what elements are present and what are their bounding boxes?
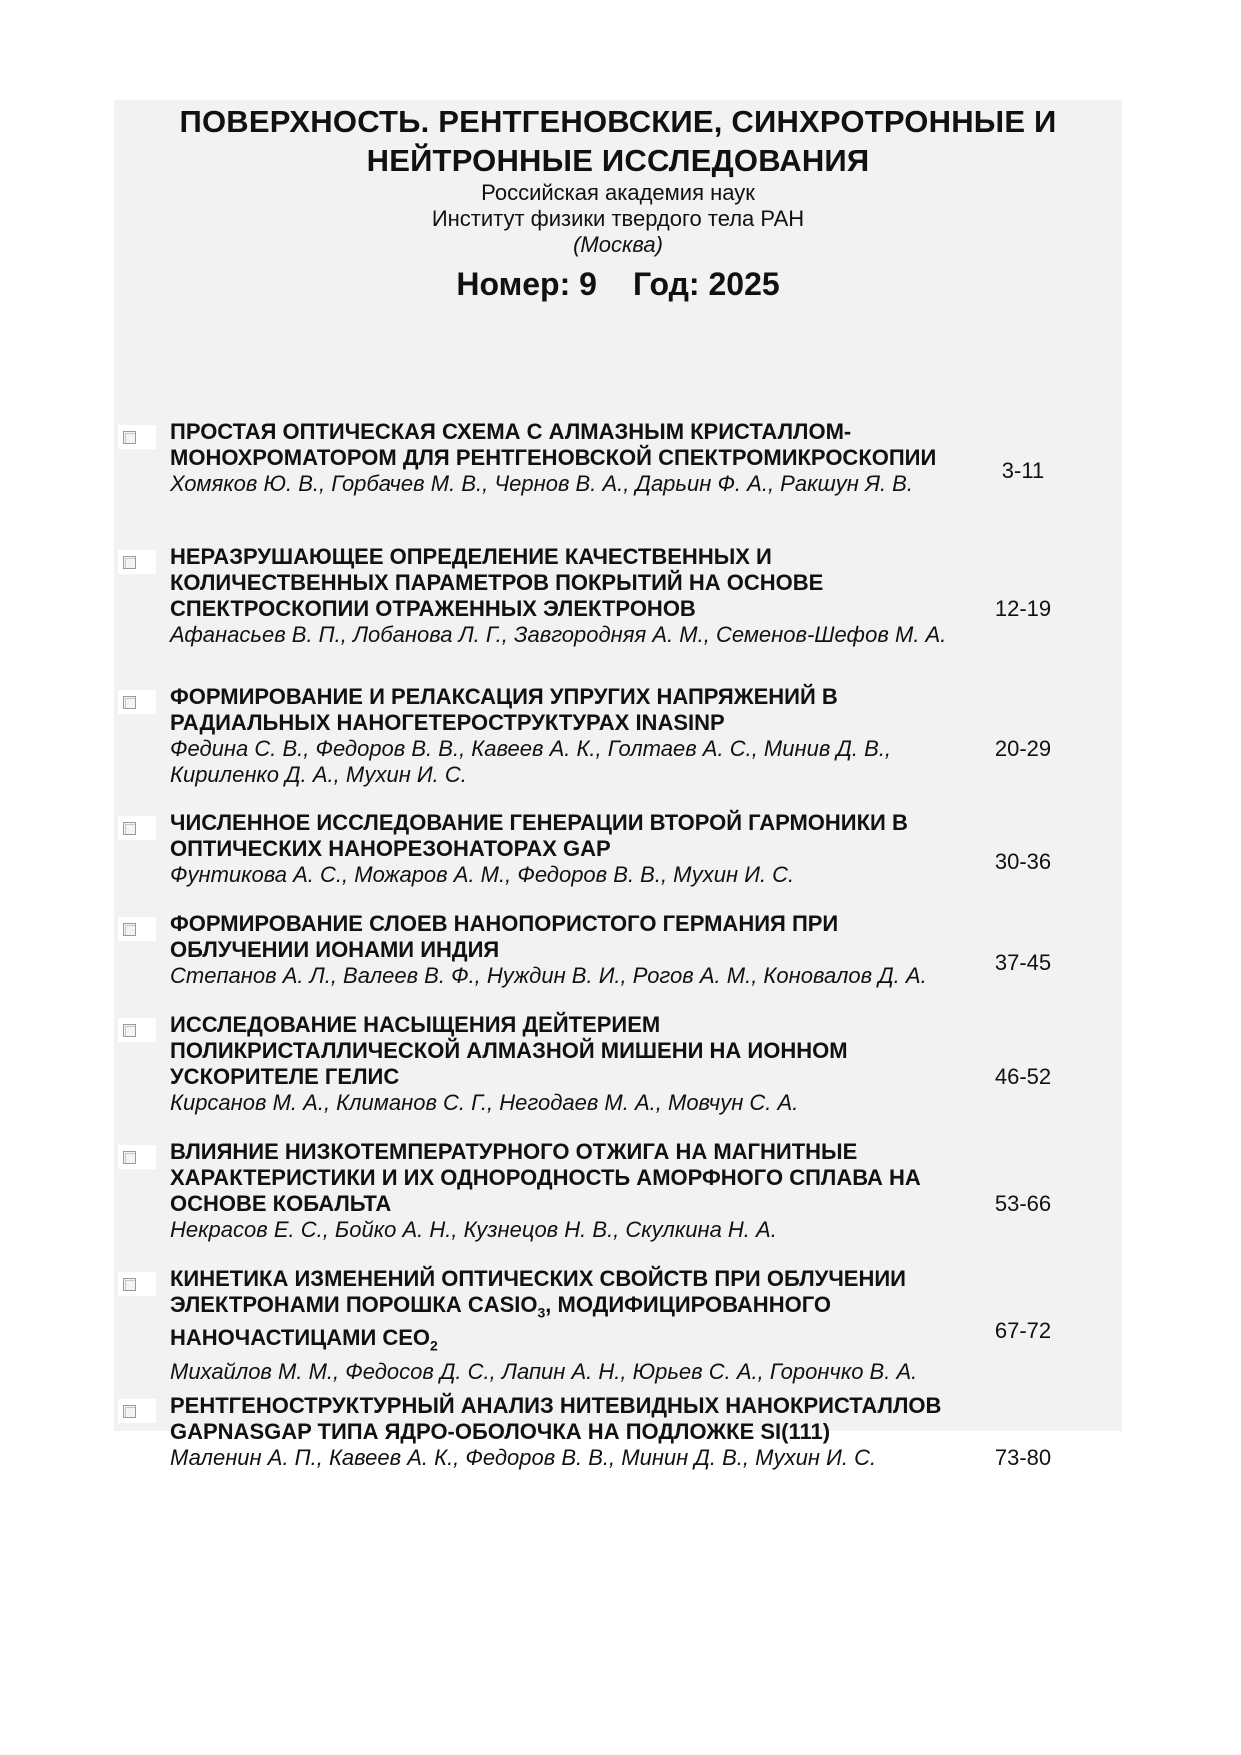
article-authors: Степанов А. Л., Валеев В. Ф., Нуждин В. И., Рогов А. М., Коновалов Д. А.: [170, 963, 927, 988]
article-authors: Хомяков Ю. В., Горбачев М. В., Чернов В. А., Дарьин Ф. А., Ракшун Я. В.: [170, 471, 913, 496]
article-title-subscript: 2: [430, 1337, 438, 1354]
article-item: [114, 544, 1122, 648]
issue-line: [114, 264, 1122, 304]
article-title[interactable]: ФОРМИРОВАНИЕ СЛОЕВ НАНОПОРИСТОГО ГЕРМАНИЯ ПРИ ОБЛУЧЕНИИ ИОНАМИ ИНДИЯ: [170, 911, 839, 962]
article-authors: Михайлов М. М., Федосов Д. С., Лапин А. Н., Юрьев С. А., Горончко В. А.: [170, 1358, 918, 1384]
select-checkbox[interactable]: [118, 550, 156, 574]
article-title[interactable]: ПРОСТАЯ ОПТИЧЕСКАЯ СХЕМА С АЛМАЗНЫМ КРИСТАЛЛОМ-МОНОХРОМАТОРОМ ДЛЯ РЕНТГЕНОВСКОЙ СПЕКТРОМИКРОСКОПИИ: [170, 419, 937, 470]
article-item: [114, 911, 1122, 989]
select-checkbox[interactable]: [118, 816, 156, 840]
article-title[interactable]: [170, 1266, 952, 1359]
journal-title-line1: ПОВЕРХНОСТЬ. РЕНТГЕНОВСКИЕ, СИНХРОТРОННЫЕ И: [179, 104, 1057, 139]
article-pages: 53-66: [994, 1191, 1052, 1216]
journal-header: [114, 100, 1122, 304]
checkbox-icon: [123, 696, 136, 709]
article-item: [114, 684, 1122, 788]
article-authors: Некрасов Е. С., Бойко А. Н., Кузнецов Н. В., Скулкина Н. А.: [170, 1217, 777, 1242]
publisher: Российская академия наук: [481, 180, 755, 205]
journal-title: [114, 100, 1122, 180]
article-title[interactable]: ИССЛЕДОВАНИЕ НАСЫЩЕНИЯ ДЕЙТЕРИЕМ ПОЛИКРИСТАЛЛИЧЕСКОЙ АЛМАЗНОЙ МИШЕНИ НА ИОННОМ УСКОРИТЕЛЕ ГЕЛИС: [170, 1012, 848, 1089]
article-item: [114, 1393, 1122, 1471]
article-pages: 73-80: [994, 1445, 1052, 1470]
institute: Институт физики твердого тела РАН: [431, 206, 805, 231]
article-pages: 20-29: [994, 736, 1052, 761]
article-pages: 37-45: [994, 950, 1052, 975]
contents-panel: [114, 100, 1122, 1470]
checkbox-icon: [123, 556, 136, 569]
article-authors: Маленин А. П., Кавеев А. К., Федоров В. В., Минин Д. В., Мухин И. С.: [170, 1445, 877, 1470]
article-pages: 67-72: [994, 1318, 1052, 1343]
article-pages: 3-11: [1001, 458, 1045, 483]
article-authors: Федина С. В., Федоров В. В., Кавеев А. К., Голтаев А. С., Минив Д. В., Кириленко Д. А., Мухин И. С.: [170, 736, 892, 787]
checkbox-icon: [123, 1024, 136, 1037]
select-checkbox[interactable]: [118, 425, 156, 449]
city: (Москва): [573, 232, 663, 257]
article-item: [114, 1139, 1122, 1243]
checkbox-icon: [123, 1278, 136, 1291]
article-title[interactable]: РЕНТГЕНОСТРУКТУРНЫЙ АНАЛИЗ НИТЕВИДНЫХ НАНОКРИСТАЛЛОВ GAPNASGAP ТИПА ЯДРО-ОБОЛОЧКА НА ПОДЛОЖКЕ SI(111): [170, 1393, 942, 1444]
select-checkbox[interactable]: [118, 1145, 156, 1169]
article-item: [114, 1266, 1122, 1385]
select-checkbox[interactable]: [118, 917, 156, 941]
journal-title-line2: НЕЙТРОННЫЕ ИССЛЕДОВАНИЯ: [366, 143, 870, 178]
article-title-part: , МОДИФИЦИРОВАННОГО НАНОЧАСТИЦАМИ CEO: [170, 1292, 831, 1351]
article-pages: 12-19: [994, 596, 1052, 621]
article-authors: Фунтикова А. С., Можаров А. М., Федоров В. В., Мухин И. С.: [170, 862, 795, 887]
article-title-part: КИНЕТИКА ИЗМЕНЕНИЙ ОПТИЧЕСКИХ СВОЙСТВ ПРИ ОБЛУЧЕНИИ ЭЛЕКТРОНАМИ ПОРОШКА CASIO: [170, 1266, 906, 1317]
checkbox-icon: [123, 431, 136, 444]
article-title[interactable]: ЧИСЛЕННОЕ ИССЛЕДОВАНИЕ ГЕНЕРАЦИИ ВТОРОЙ ГАРМОНИКИ В ОПТИЧЕСКИХ НАНОРЕЗОНАТОРАХ GAP: [170, 810, 908, 861]
checkbox-icon: [123, 1151, 136, 1164]
article-authors: Афанасьев В. П., Лобанова Л. Г., Завгородняя А. М., Семенов-Шефов М. А.: [170, 622, 947, 647]
article-pages: 46-52: [994, 1064, 1052, 1089]
issue-year: Год: 2025: [632, 266, 780, 302]
article-title[interactable]: ВЛИЯНИЕ НИЗКОТЕМПЕРАТУРНОГО ОТЖИГА НА МАГНИТНЫЕ ХАРАКТЕРИСТИКИ И ИХ ОДНОРОДНОСТЬ АМОРФНОГО СПЛАВА НА ОСНОВЕ КОБАЛЬТА: [170, 1139, 921, 1216]
checkbox-icon: [123, 1405, 136, 1418]
article-item: [114, 419, 1122, 497]
select-checkbox[interactable]: [118, 1399, 156, 1423]
article-title[interactable]: ФОРМИРОВАНИЕ И РЕЛАКСАЦИЯ УПРУГИХ НАПРЯЖЕНИЙ В РАДИАЛЬНЫХ НАНОГЕТЕРОСТРУКТУРАХ INASINP: [170, 684, 838, 735]
issue-number: Номер: 9: [456, 266, 597, 302]
checkbox-icon: [123, 923, 136, 936]
article-item: [114, 1012, 1122, 1116]
article-item: [114, 810, 1122, 888]
article-title-subscript: 3: [537, 1304, 546, 1321]
select-checkbox[interactable]: [118, 1018, 156, 1042]
article-title[interactable]: НЕРАЗРУШАЮЩЕЕ ОПРЕДЕЛЕНИЕ КАЧЕСТВЕННЫХ И КОЛИЧЕСТВЕННЫХ ПАРАМЕТРОВ ПОКРЫТИЙ НА ОСНОВЕ СПЕКТРОСКОПИИ ОТРАЖЕННЫХ ЭЛЕКТРОНОВ: [170, 544, 824, 621]
select-checkbox[interactable]: [118, 690, 156, 714]
article-pages: 30-36: [994, 849, 1052, 874]
article-authors: Кирсанов М. А., Климанов С. Г., Негодаев М. А., Мовчун С. А.: [170, 1090, 799, 1115]
checkbox-icon: [123, 822, 136, 835]
select-checkbox[interactable]: [118, 1272, 156, 1296]
